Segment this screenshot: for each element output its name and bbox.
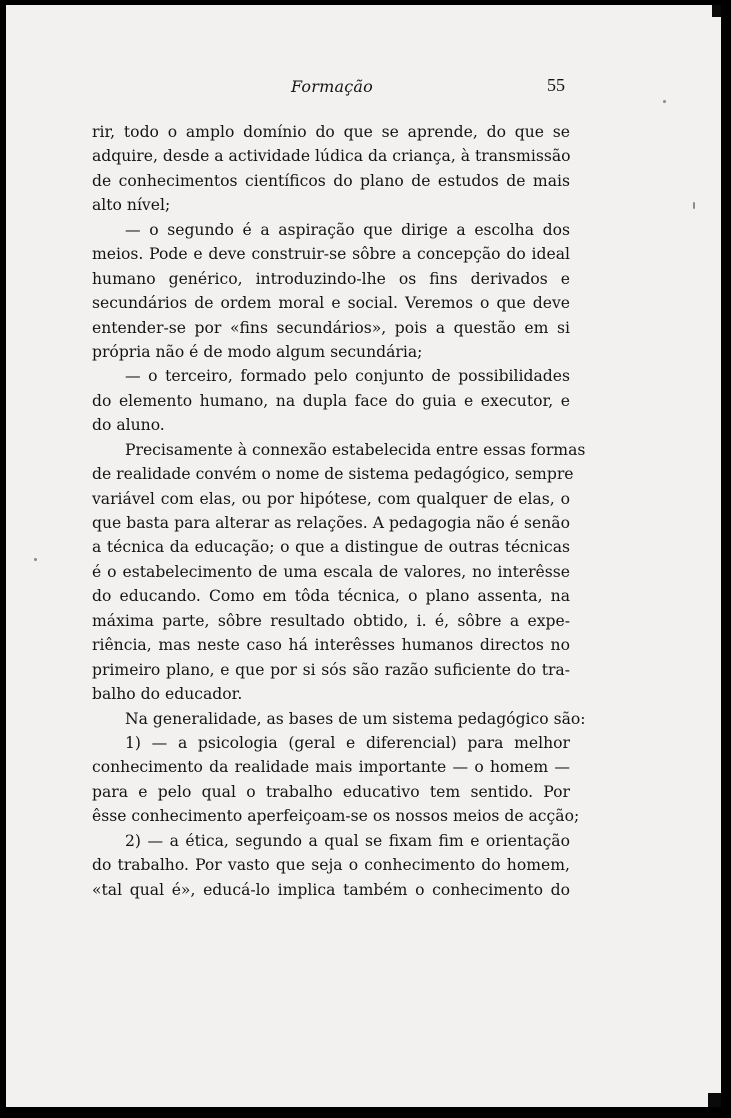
body-text bbox=[92, 120, 586, 902]
corner-mark-bottom-right bbox=[708, 1093, 721, 1107]
text-line: humano genérico, introduzindo-lhe os fins derivados e bbox=[92, 269, 570, 288]
text-line: conhecimento da realidade mais importante — o homem — bbox=[92, 758, 570, 777]
text-line: de conhecimentos científicos do plano de estudos de mais bbox=[92, 171, 570, 190]
running-title: Formação bbox=[291, 77, 373, 96]
text-line: — o terceiro, formado pelo conjunto de possibilidades bbox=[125, 367, 570, 386]
text-line: 1) — a psicologia (geral e diferencial) para melhor bbox=[125, 733, 570, 752]
text-line: entender-se por «fins secundários», pois a questão em si bbox=[92, 318, 570, 337]
page-number: 55 bbox=[547, 75, 565, 95]
text-line: 2) — a ética, segundo a qual se fixam fim e orientação bbox=[125, 831, 570, 850]
text-line: de realidade convém o nome de sistema pedagógico, sempre bbox=[92, 465, 574, 484]
text-line: do elemento humano, na dupla face do guia e executor, e bbox=[92, 391, 570, 410]
text-line: máxima parte, sôbre resultado obtido, i. é, sôbre a expe- bbox=[92, 611, 570, 630]
text-line: êsse conhecimento aperfeiçoam-se os nossos meios de acção; bbox=[92, 807, 580, 826]
text-line: meios. Pode e deve construir-se sôbre a concepção do ideal bbox=[92, 245, 570, 264]
book-page bbox=[6, 5, 721, 1107]
text-line: é o estabelecimento de uma escala de valores, no interêsse bbox=[92, 562, 570, 581]
text-line: «tal qual é», educá-lo implica também o conhecimento do bbox=[92, 880, 570, 899]
text-line: própria não é de modo algum secundária; bbox=[92, 342, 423, 361]
text-line: do aluno. bbox=[92, 416, 165, 435]
page-header bbox=[6, 73, 721, 99]
text-line: adquire, desde a actividade lúdica da criança, à transmissão bbox=[92, 147, 571, 166]
paper-speck bbox=[34, 558, 37, 561]
text-line: Na generalidade, as bases de um sistema pedagógico são: bbox=[125, 709, 586, 728]
text-line: — o segundo é a aspiração que dirige a escolha dos bbox=[125, 220, 570, 239]
corner-mark-top-right bbox=[712, 5, 721, 17]
text-line: balho do educador. bbox=[92, 685, 243, 704]
text-line: do trabalho. Por vasto que seja o conhecimento do homem, bbox=[92, 856, 570, 875]
text-line: riência, mas neste caso há interêsses humanos directos no bbox=[92, 636, 570, 655]
text-line: Precisamente à connexão estabelecida entre essas formas bbox=[125, 440, 586, 459]
text-line: alto nível; bbox=[92, 196, 171, 215]
text-line: secundários de ordem moral e social. Veremos o que deve bbox=[92, 294, 570, 313]
text-line: do educando. Como em tôda técnica, o plano assenta, na bbox=[92, 587, 570, 606]
text-line: que basta para alterar as relações. A pedagogia não é senão bbox=[92, 514, 570, 532]
text-line: variável com elas, ou por hipótese, com qualquer de elas, o bbox=[92, 489, 570, 508]
paper-speck bbox=[663, 100, 666, 103]
text-line: primeiro plano, e que por si sós são razão suficiente do tra- bbox=[92, 660, 570, 679]
text-line: para e pelo qual o trabalho educativo tem sentido. Por bbox=[92, 782, 570, 801]
paper-speck bbox=[693, 202, 695, 209]
text-line: rir, todo o amplo domínio do que se aprende, do que se bbox=[92, 123, 570, 141]
text-line: a técnica da educação; o que a distingue de outras técnicas bbox=[92, 538, 570, 557]
